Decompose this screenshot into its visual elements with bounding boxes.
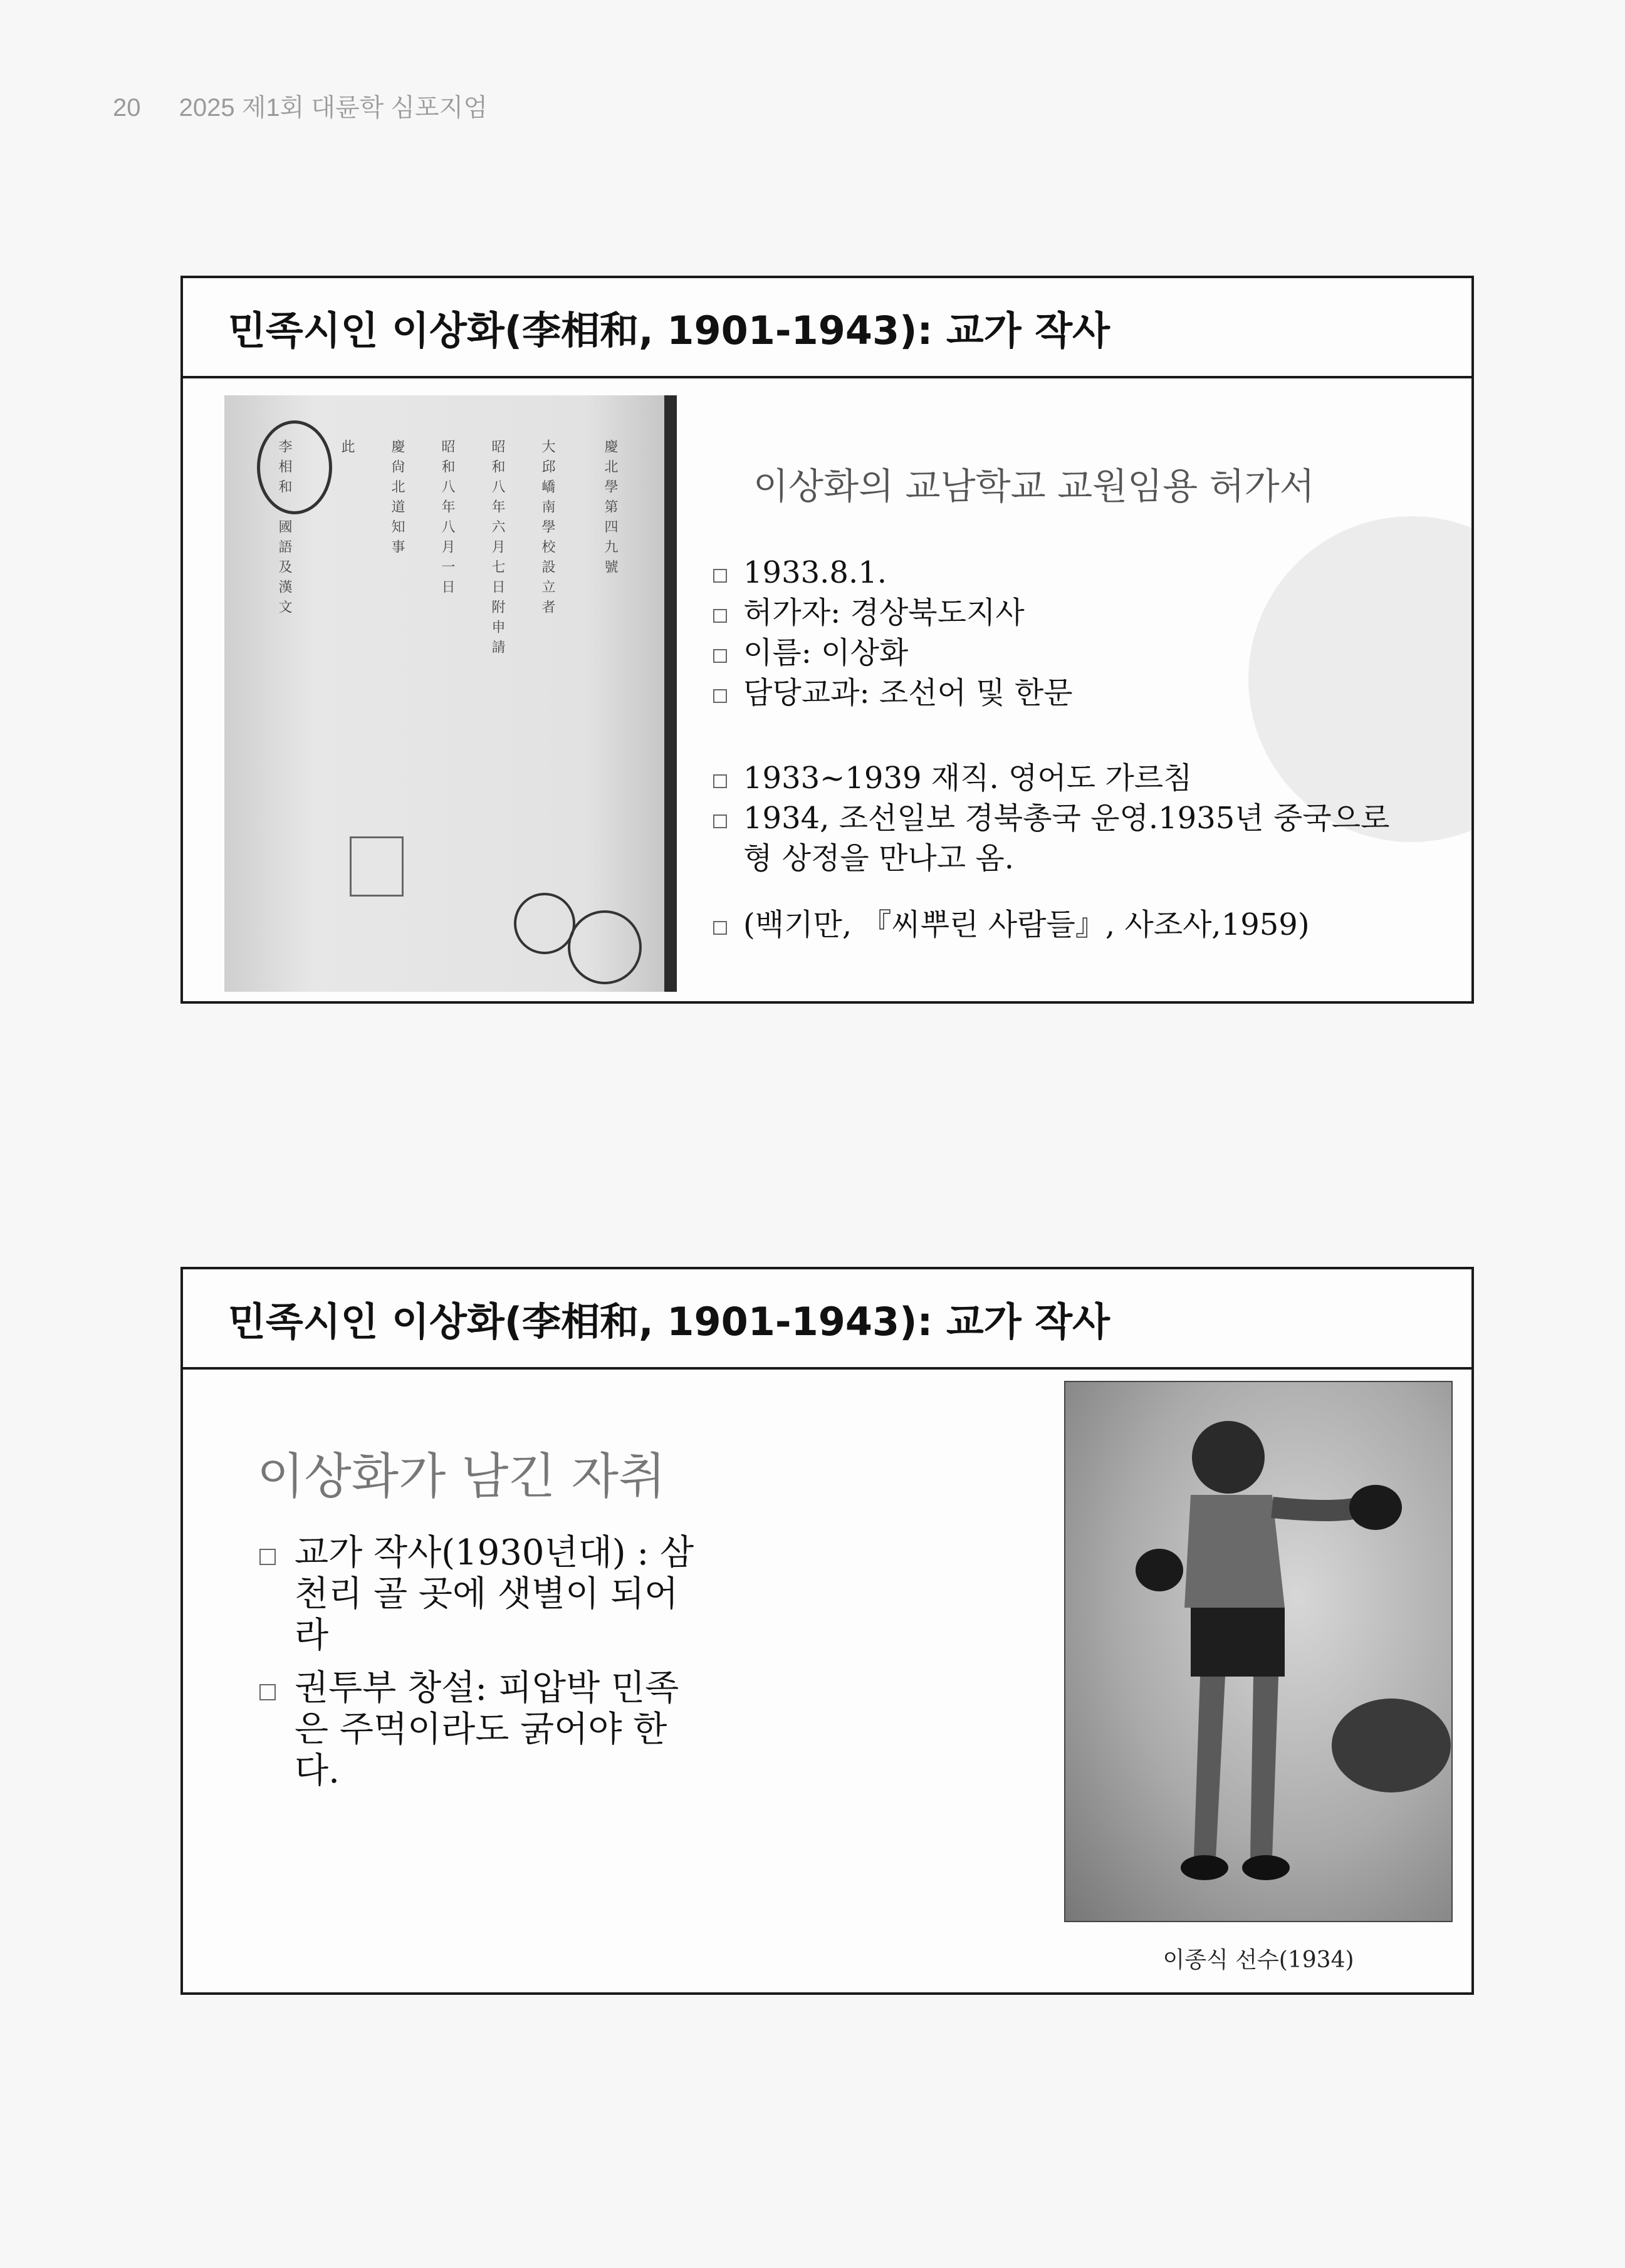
list-item: 권투부 창설: 피압박 민족은 주먹이라도 굵어야 한다. [257,1668,708,1792]
document-column: 慶尙北道知事 [389,439,405,559]
seal-stamp [350,836,404,897]
bullet-box-icon [713,649,727,663]
list-item: (백기만, 『씨뿌린 사람들』, 사조사,1959) [711,905,1425,945]
section-heading: 이상화가 남긴 자취 [257,1449,666,1505]
slide-2 [180,1267,1474,1995]
list-item: 이름: 이상화 [711,633,1425,673]
bullet-box-icon [713,774,727,788]
boxer-photo [1064,1381,1453,1922]
bullet-box-icon [713,921,727,935]
slide-1-title: 민족시인 이상화(李相和, 1901-1943): 교가 작사 [183,278,1471,378]
page-number: 20 [113,94,141,122]
book-spine [664,395,677,992]
photo-caption: 이종식 선수(1934) [1163,1947,1354,1973]
document-column: 昭和八年八月一日 [439,439,455,600]
bullet-box-icon [259,1684,276,1700]
slide-1 [180,276,1474,1004]
list-item: 교가 작사(1930년대) : 삼천리 골 곳에 샛별이 되어라 [257,1532,708,1657]
bullet-box-icon [713,569,727,583]
boxer-figure-graphic [1065,1382,1451,1921]
postmark-stamp [568,910,642,984]
bullet-box-icon [713,609,727,623]
bullet-list-a [711,553,1425,713]
running-title: 2025 제1회 대륜학 심포지엄 [179,94,488,122]
page-header [113,88,488,123]
list-item: 담당교과: 조선어 및 한문 [711,673,1425,713]
highlight-circle [257,420,332,514]
bullet-box-icon [713,814,727,828]
document-column: 昭和八年六月七日附申請 [489,439,505,660]
citation [711,905,1425,945]
document-column: 大邱嶠南學校設立者 [540,439,555,620]
bullet-list [257,1532,708,1803]
list-item: 1933~1939 재직. 영어도 가르침 [711,758,1425,798]
appointment-document-image [224,395,677,992]
document-column: 此 [339,439,355,459]
list-item: 1933.8.1. [711,553,1425,593]
list-item: 1934, 조선일보 경북총국 운영.1935년 중국으로 형 상정을 만나고 옴. [711,798,1425,878]
bullet-box-icon [713,689,727,703]
list-item: 허가자: 경상북도지사 [711,593,1425,633]
bullet-list-b [711,758,1425,878]
postmark-stamp [514,893,575,954]
document-column: 李相和 國語及漢文 [276,439,292,620]
slide-2-title: 민족시인 이상화(李相和, 1901-1943): 교가 작사 [183,1269,1471,1370]
document-heading: 이상화의 교남학교 교원임용 허가서 [753,465,1315,507]
bullet-box-icon [259,1549,276,1565]
document-column: 慶北學第四九號 [602,439,618,580]
